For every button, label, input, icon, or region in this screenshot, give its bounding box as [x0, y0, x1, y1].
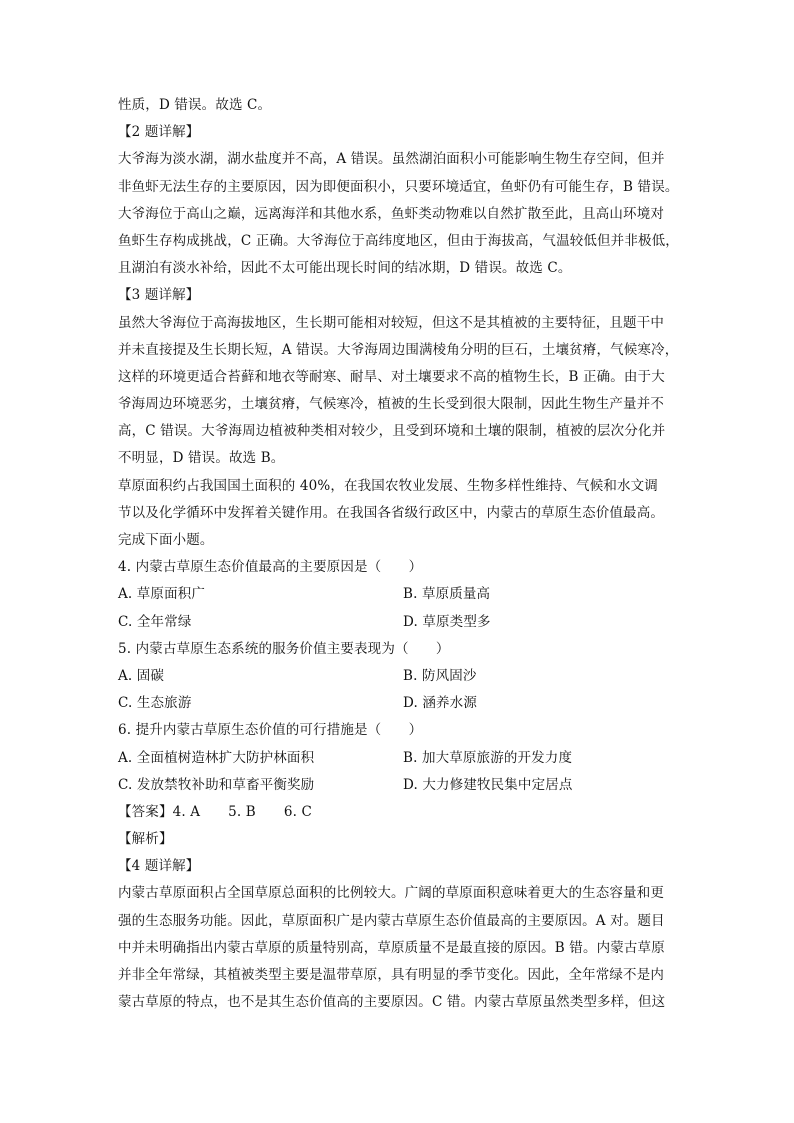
- analysis-heading: 【解析】: [118, 831, 173, 848]
- q3-explanation: [118, 310, 688, 473]
- option-row: [118, 690, 688, 717]
- option-row: [118, 609, 688, 636]
- option-b: B. 草原质量高: [403, 586, 491, 603]
- option-a: A. 草原面积广: [118, 586, 206, 603]
- option-d: D. 大力修建牧民集中定居点: [403, 776, 573, 793]
- option-c: C. 发放禁牧补助和草畜平衡奖励: [118, 776, 315, 793]
- text-line: 节以及化学循环中发挥着关键作用。在我国各省级行政区中，内蒙古的草原生态价值最高。: [118, 504, 664, 521]
- option-row: [118, 663, 688, 690]
- question-5: [118, 636, 688, 718]
- text-line: 性质，D 错误。故选 C。: [118, 97, 272, 113]
- answer-label: 【答案】: [118, 803, 173, 820]
- option-d: D. 涵养水源: [403, 695, 477, 712]
- option-a: A. 全面植树造林扩大防护林面积: [118, 749, 315, 766]
- answer-5: 5. B: [228, 803, 256, 820]
- text-line: 大爷海为淡水湖，湖水盐度并不高，A 错误。虽然湖泊面积小可能影响生物生存空间，但并: [118, 151, 665, 168]
- answer-4: 4. A: [172, 803, 201, 820]
- question-stem: 6. 提升内蒙古草原生态价值的可行措施是（ ）: [118, 722, 423, 739]
- option-d: D. 草原类型多: [403, 613, 491, 630]
- q1-tail: [118, 92, 688, 119]
- option-c: C. 生态旅游: [118, 695, 192, 712]
- text-line: 鱼虾生存构成挑战，C 正确。大爷海位于高纬度地区，但由于海拔高，气温较低但并非极低，: [118, 232, 679, 249]
- text-line: 强的生态服务功能。因此，草原面积广是内蒙古草原生态价值最高的主要原因。A 对。题目: [118, 912, 665, 929]
- text-line: 中并未明确指出内蒙古草原的质量特别高，草原质量不是最直接的原因。B 错。内蒙古草原: [118, 939, 665, 956]
- option-row: [118, 581, 688, 608]
- answer-line: [118, 799, 688, 826]
- question-4: [118, 554, 688, 636]
- option-b: B. 防风固沙: [403, 667, 477, 684]
- text-line: 完成下面小题。: [118, 532, 214, 548]
- q2-explanation: [118, 146, 688, 282]
- text-line: 虽然大爷海位于高海拔地区，生长期可能相对较短，但这不是其植被的主要特征，且题干中: [118, 314, 664, 331]
- text-line: 蒙古草原的特点，也不是其生态价值高的主要原因。C 错。内蒙古草原虽然类型多样，但这: [118, 994, 666, 1011]
- question-stem: 4. 内蒙古草原生态价值最高的主要原因是（ ）: [118, 559, 423, 576]
- option-c: C. 全年常绿: [118, 613, 192, 630]
- text-line: 草原面积约占我国国土面积的 40%，在我国农牧业发展、生物多样性维持、气候和水文调: [118, 477, 658, 494]
- text-line: 非鱼虾无法生存的主要原因，因为即便面积小，只要环境适宜，鱼虾仍有可能生存，B 错误。: [118, 178, 679, 195]
- option-row: [118, 745, 688, 772]
- q4-explanation: [118, 880, 688, 1016]
- option-a: A. 固碳: [118, 667, 165, 684]
- passage-intro: [118, 473, 688, 555]
- document-page: [118, 92, 688, 1016]
- text-line: 且湖泊有淡水补给，因此不太可能出现长时间的结冰期，D 错误。故选 C。: [118, 260, 572, 277]
- text-line: 大爷海位于高山之巅，远离海洋和其他水系，鱼虾类动物难以自然扩散至此，且高山环境对: [118, 205, 664, 222]
- text-line: 内蒙古草原面积占全国草原总面积的比例较大。广阔的草原面积意味着更大的生态容量和更: [118, 885, 664, 902]
- text-line: 不明显，D 错误。故选 B。: [118, 450, 285, 467]
- text-line: 这样的环境更适合苔藓和地衣等耐寒、耐旱、对土壤要求不高的植物生长，B 正确。由于大: [118, 368, 665, 385]
- option-row: [118, 772, 688, 799]
- text-line: 并未直接提及生长期长短，A 错误。大爷海周边围满棱角分明的巨石，土壤贫瘠，气候寒冷，: [118, 341, 679, 358]
- answer-6: 6. C: [283, 803, 312, 820]
- q2-heading: 【2 题详解】: [118, 124, 200, 141]
- text-line: 高，C 错误。大爷海周边植被种类相对较少，且受到环境和土壤的限制，植被的层次分化并: [118, 423, 666, 440]
- q3-heading: 【3 题详解】: [118, 287, 200, 304]
- q4-heading: 【4 题详解】: [118, 858, 200, 875]
- question-6: [118, 717, 688, 799]
- text-line: 并非全年常绿，其植被类型主要是温带草原，具有明显的季节变化。因此，全年常绿不是内: [118, 967, 664, 983]
- question-stem: 5. 内蒙古草原生态系统的服务价值主要表现为（ ）: [118, 640, 450, 657]
- option-b: B. 加大草原旅游的开发力度: [403, 749, 573, 766]
- text-line: 爷海周边环境恶劣，土壤贫瘠，气候寒冷，植被的生长受到很大限制，因此生物生产量并不: [118, 396, 664, 413]
